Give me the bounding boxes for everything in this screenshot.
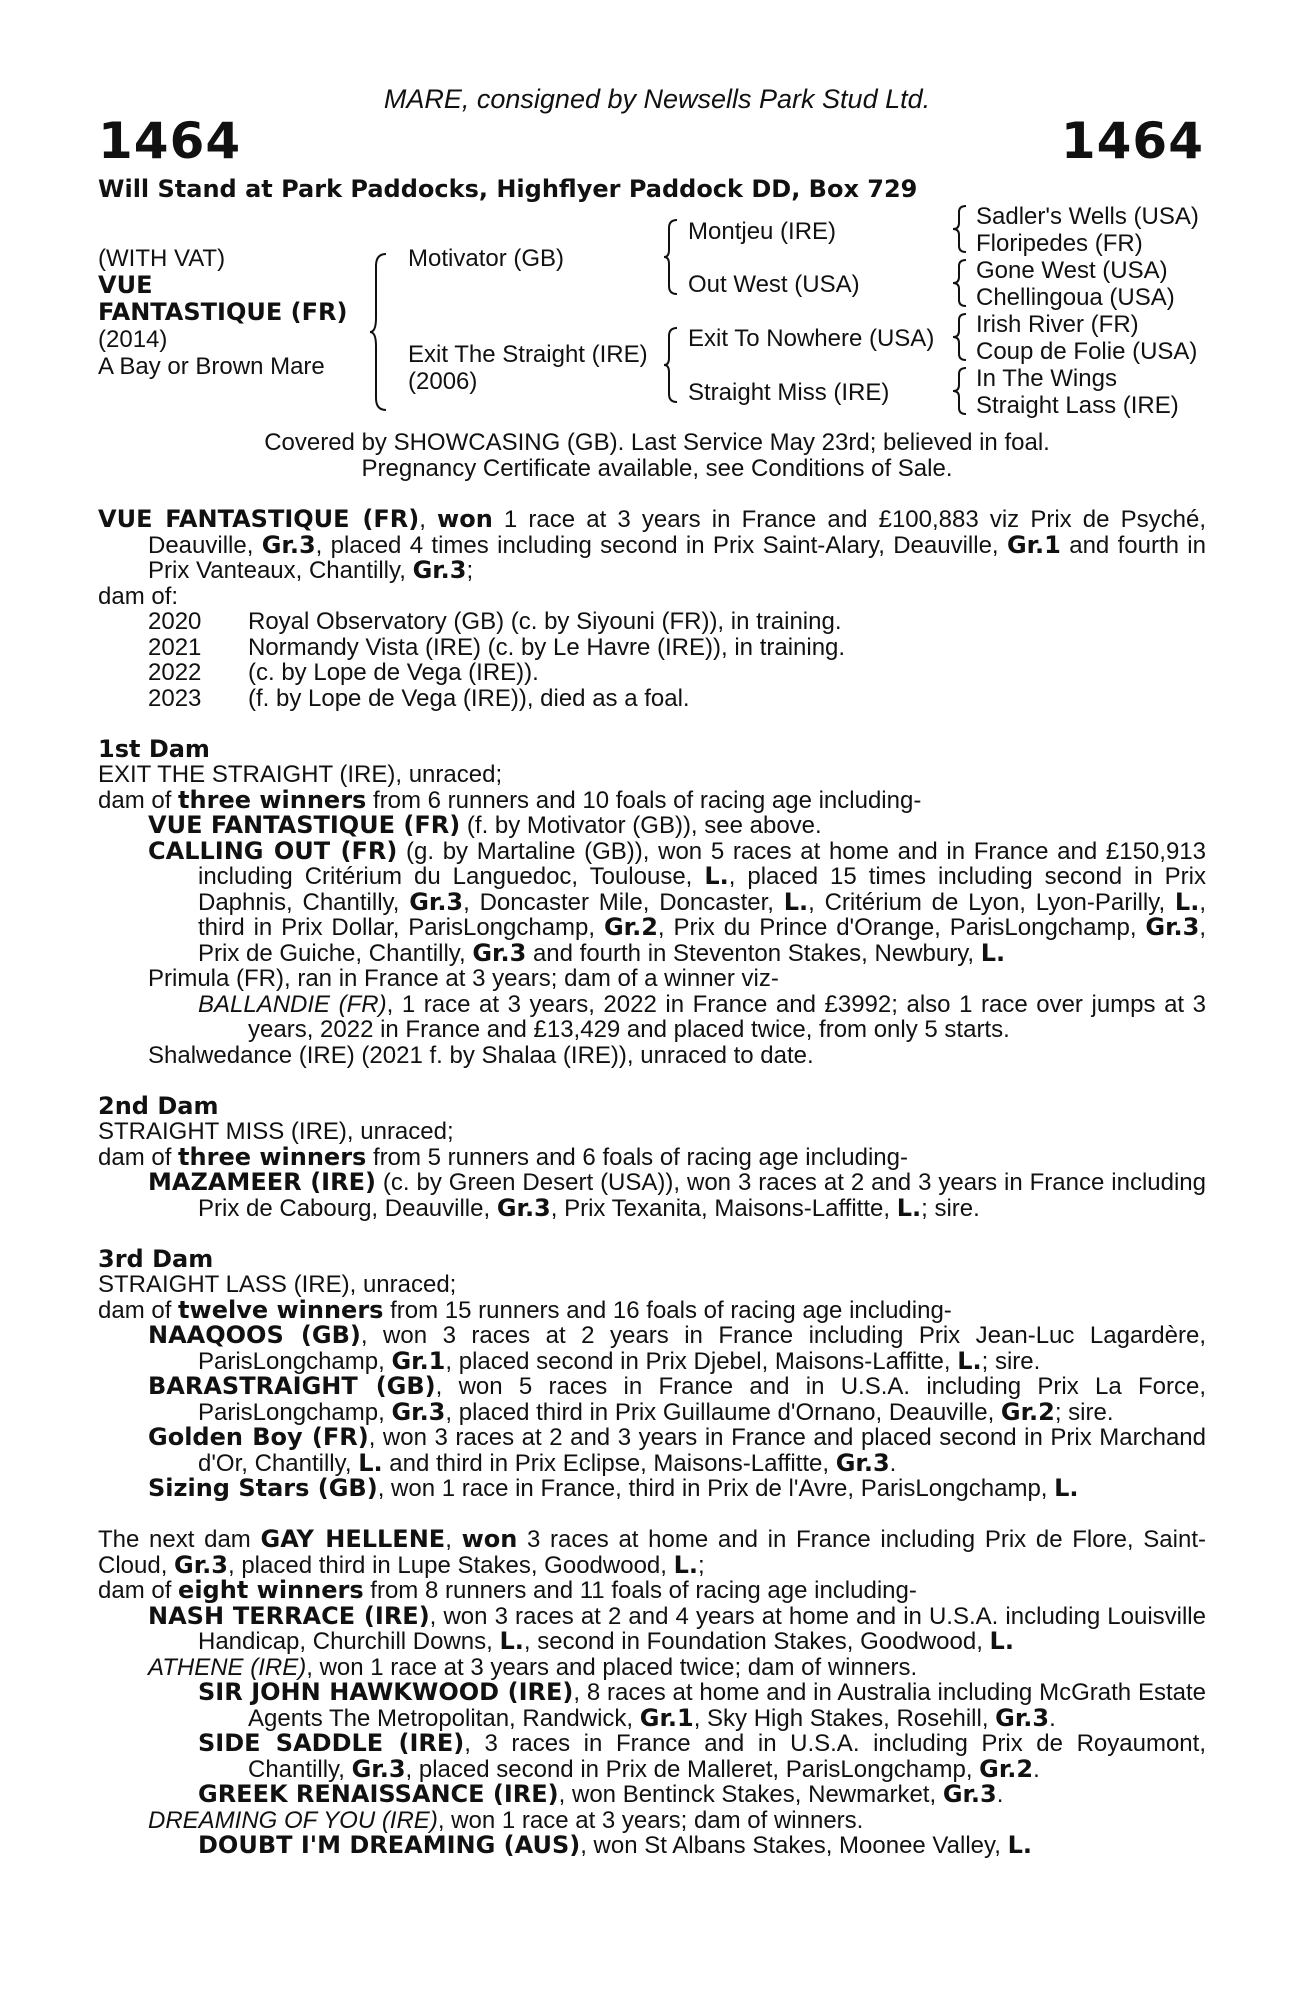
text: from 6 runners and 10 foals of racing age including- [366,786,922,814]
text: , 8 races at home and in Australia including McGrath Estate Agents The Metropolitan, Randwick, [248,1679,1207,1732]
text: . [996,1781,1004,1808]
horse-name: VUE FANTASTIQUE (FR) [98,505,420,533]
grade: Gr.3 [496,1193,551,1222]
text: (f. by Motivator (GB)), see above. [460,812,822,839]
winners-count: three winners [178,1142,367,1171]
progeny-row [98,609,1206,635]
grade: Gr.3 [995,1703,1050,1732]
winners-count: eight winners [178,1576,364,1604]
covered-note [0,430,1314,482]
text: , placed 15 times including second in Prix Daphnis, Chantilly, [198,863,1206,916]
grade: Gr.1 [639,1703,694,1732]
progeny-entry [98,1374,1206,1425]
next-dam-record: The next dam GAY HELLENE, won 3 races at home and in France including Prix de Flore, Saint-Cloud, Gr.3, placed third in Lupe Stakes, Goodwood, L.; [98,1525,1206,1579]
grade: Gr.3 [472,938,527,967]
progeny-name: Sizing Stars (GB) [148,1474,378,1502]
grade: L. [1054,1474,1079,1502]
text: from 15 runners and 16 foals of racing age including- [383,1296,952,1324]
progeny-name: NASH TERRACE (IRE) [148,1601,430,1630]
second-dam-heading: 2nd Dam [98,1091,219,1120]
grade: Gr.3 [391,1397,446,1426]
first-dam-summary [98,785,1206,814]
text: , 1 race at 3 years, 2022 in France and £3992; also 1 race over jumps at 3 years, 2022 in France and £13,429 and placed twice, from only 5 starts. [248,990,1207,1043]
progeny-text: (f. by Lope de Vega (IRE)), died as a foal. [248,684,690,712]
third-dam-heading: 3rd Dam [98,1244,214,1273]
progeny-entry [98,1170,1206,1221]
third-dam-name: STRAIGHT LASS (IRE), unraced; [98,1271,457,1298]
grade: L. [499,1627,524,1655]
pedigree-brace-sire [663,218,679,296]
text: and fourth in Prix Vanteaux, Chantilly, [148,531,1206,584]
third-dam-summary [98,1295,1206,1324]
text: , won 1 race at 3 years; dam of winners. [437,1806,864,1834]
text: 3 races at home and in France including Prix de Flore, Saint-Cloud, [98,1526,1206,1579]
progeny-entry [98,1476,1206,1502]
progeny-entry [98,836,1207,967]
text: , won 1 race at 3 years and placed twice; dam of winners. [306,1653,918,1681]
grade: Gr.3 [1145,913,1200,941]
spacer [98,711,1206,737]
progeny-year: 2021 [148,633,202,661]
pedigree-dam-line1: Exit The Straight (IRE) [408,341,648,368]
won-label: won [461,1525,518,1553]
pedigree-brace-sd [952,258,968,308]
text: , Sky High Stakes, Rosehill, [693,1704,996,1732]
text: , won 3 races at 2 and 4 years at home and in U.S.A. including Louisville Handicap, Churchill Downs, [198,1602,1206,1655]
text: dam of [98,1143,179,1171]
text: ; sire. [1054,1398,1114,1426]
pedigree-brace-ss [952,204,968,254]
progeny-row [98,660,1206,686]
grade: Gr.3 [351,1754,406,1783]
pedigree-dam-line2: (2006) [408,368,478,395]
pedigree-dam-sire: Exit To Nowhere (USA) [688,325,935,352]
progeny-text: Royal Observatory (GB) (c. by Siyouni (FR)), in training. [248,608,842,635]
progeny-year: 2022 [148,659,202,686]
first-dam-name: EXIT THE STRAIGHT (IRE), unraced; [98,761,503,788]
progeny-name: NAAQOOS (GB) [148,1321,361,1349]
pedigree-brace-ds [952,312,968,362]
next-dam-name: GAY HELLENE [260,1525,446,1553]
spacer [98,1502,1206,1528]
progeny-name: SIR JOHN HAWKWOOD (IRE) [198,1678,574,1706]
won-label: won [437,505,493,533]
text: dam of [98,786,179,814]
pedigree-sire-sire: Montjeu (IRE) [688,218,837,245]
grade: Gr.3 [412,556,467,584]
progeny-name: SIDE SADDLE (IRE) [198,1729,465,1757]
text: dam of [98,1577,179,1604]
progeny-name: ATHENE (IRE) [148,1653,307,1681]
progeny-entry [98,1782,1206,1808]
grade: Gr.3 [261,530,316,559]
progeny-entry [98,1425,1206,1476]
text: ; sire. [981,1347,1041,1375]
dam-of-label: dam of: [98,582,179,610]
text: , placed second in Prix de Malleret, ParisLongchamp, [405,1755,980,1783]
winners-count: twelve winners [178,1295,384,1324]
text: , won 3 races at 2 years in France including Prix Jean-Luc Lagardère, ParisLongchamp, [198,1322,1206,1375]
text: , placed second in Prix Djebel, Maisons-Laffitte, [445,1347,958,1375]
grade: L. [980,938,1006,967]
text: , placed third in Lupe Stakes, Goodwood, [227,1551,674,1579]
lot-number-right: 1464 [1060,112,1204,170]
vat-label: (WITH VAT) [98,245,226,272]
text: , Prix de Guiche, Chantilly, [198,914,1207,967]
pedigree-brace-dd [952,366,968,416]
progeny-row [98,635,1206,661]
grade: L. [896,1193,922,1222]
text: , second in Foundation Stakes, Goodwood, [523,1628,990,1655]
text: , placed 4 times including second in Prix Saint-Alary, Deauville, [315,531,1007,559]
grade: Gr.3 [174,1550,228,1579]
progeny-entry [98,1655,1206,1681]
grade: L. [783,887,809,916]
text: , placed third in Prix Guillaume d'Ornano, Deauville, [445,1398,1001,1426]
progeny-entry [98,1833,1206,1859]
grade: Gr.3 [835,1448,890,1477]
pedigree-ds-dam: Coup de Folie (USA) [976,338,1198,365]
text: , won 1 race in France, third in Prix de l'Avre, ParisLongchamp, [377,1475,1055,1502]
progeny-entry [98,1808,1206,1834]
progeny-year: 2020 [148,608,202,635]
pedigree-sd-dam: Chellingoua (USA) [976,284,1175,311]
progeny-entry [98,992,1206,1043]
text: from 5 runners and 6 foals of racing age including- [366,1143,908,1171]
text: dam of [98,1296,179,1324]
progeny-year: 2023 [148,684,202,712]
text: from 8 runners and 11 foals of racing age including- [363,1577,917,1604]
progeny-name: BARASTRAIGHT (GB) [148,1372,436,1400]
horse-description: A Bay or Brown Mare [98,353,325,380]
consignment-line: MARE, consigned by Newsells Park Stud Ltd. [383,84,931,114]
second-dam-summary [98,1142,1206,1171]
text: . [1033,1755,1040,1783]
horse-name-line1: VUE [98,271,153,299]
text: , third in Prix Dollar, ParisLongchamp, [198,888,1206,941]
progeny-entry [98,1680,1206,1731]
covered-line2: Pregnancy Certificate available, see Conditions of Sale. [361,455,953,482]
progeny-text: (c. by Lope de Vega (IRE)). [248,659,539,686]
horse-name-line2: FANTASTIQUE (FR) [98,298,348,326]
pedigree-sire-dam: Out West (USA) [688,271,860,298]
text: The next dam [98,1526,261,1553]
grade: L. [1007,1831,1032,1859]
pedigree-sd-sire: Gone West (USA) [976,257,1168,284]
standing-location: Will Stand at Park Paddocks, Highflyer Paddock DD, Box 729 [98,175,918,203]
text: , 3 races in France and in U.S.A. including Prix de Royaumont, Chantilly, [248,1730,1206,1783]
progeny-name: BALLANDIE (FR) [198,990,387,1018]
grade: Gr.2 [979,1754,1034,1783]
pedigree-sire: Motivator (GB) [408,245,565,272]
grade: Gr.2 [603,913,658,941]
pedigree-dd-sire: In The Wings [976,365,1117,392]
pedigree-ds-sire: Irish River (FR) [976,311,1139,338]
grade: Gr.3 [942,1780,997,1808]
next-dam-summary [98,1578,1206,1604]
progeny-entry [98,813,1206,839]
first-dam-heading: 1st Dam [98,734,210,763]
progeny-name: DOUBT I'M DREAMING (AUS) [198,1831,581,1859]
text: , Prix du Prince d'Orange, ParisLongchamp, [657,914,1146,941]
race-record: VUE FANTASTIQUE (FR), won 1 race at 3 years in France and £100,883 viz Prix de Psyché, Deauville, Gr.3, placed 4 times including second in Prix Saint-Alary, Deauville, Gr.1 and fourth in Prix Vanteaux, Chantilly, Gr.3; [98,505,1207,584]
grade: L. [1174,887,1200,916]
text: , Prix Texanita, Maisons-Laffitte, [550,1194,897,1222]
second-dam-name: STRAIGHT MISS (IRE), unraced; [98,1118,454,1145]
progeny-entry [98,1731,1206,1782]
grade: L. [358,1448,383,1477]
text: , Critérium de Lyon, Lyon-Parilly, [808,888,1175,916]
progeny-row [98,686,1206,712]
text: (g. by Martaline (GB)), won 5 races at home and in France and £150,913 including Critérium du Languedoc, Toulouse, [198,837,1206,890]
grade: L. [704,862,729,890]
progeny-text: Normandy Vista (IRE) (c. by Le Havre (IRE)), in training. [248,633,846,661]
horse-year: (2014) [98,326,168,353]
grade: Gr.2 [1000,1397,1055,1426]
text: (c. by Green Desert (USA)), won 3 races at 2 and 3 years in France including Prix de Cabourg, Deauville, [198,1169,1206,1222]
pedigree-brace-dam [663,326,679,404]
pedigree-brace-gen1 [370,252,390,412]
grade: L. [957,1346,982,1375]
text: 1 race at 3 years in France and £100,883 viz Prix de Psyché, Deauville, [148,506,1207,559]
progeny-entry: Primula (FR), ran in France at 3 years; dam of a winner viz- [148,965,779,992]
winners-count: three winners [178,785,367,814]
text: , won Bentinck Stakes, Newmarket, [558,1781,943,1808]
spacer [98,1221,1206,1247]
progeny-name: GREEK RENAISSANCE (IRE) [198,1780,559,1808]
grade: Gr.3 [409,887,464,916]
progeny-entry [98,1323,1206,1374]
text: ; [698,1551,705,1579]
spacer [98,1068,1206,1094]
pedigree-ss-sire: Sadler's Wells (USA) [976,203,1199,230]
progeny-name: CALLING OUT (FR) [148,836,398,865]
text: , won St Albans Stakes, Moonee Valley, [580,1832,1008,1859]
progeny-name: DREAMING OF YOU (IRE) [148,1806,438,1834]
text: , won 5 races in France and in U.S.A. including Prix La Force, ParisLongchamp, [198,1373,1206,1426]
pedigree-dam-dam: Straight Miss (IRE) [688,379,890,406]
progeny-name: VUE FANTASTIQUE (FR) [148,811,461,839]
pedigree-ss-dam: Floripedes (FR) [976,230,1143,257]
progeny-name: Golden Boy (FR) [148,1423,369,1451]
grade: L. [673,1550,699,1579]
grade: Gr.1 [1006,530,1061,559]
grade: L. [989,1627,1014,1655]
covered-line1: Covered by SHOWCASING (GB). Last Service May 23rd; believed in foal. [264,429,1050,456]
text: , Doncaster Mile, Doncaster, [463,888,784,916]
progeny-entry: Shalwedance (IRE) (2021 f. by Shalaa (IRE)), unraced to date. [148,1041,814,1069]
catalogue-body [98,507,1206,1859]
text: ; [466,557,474,584]
text: . [1049,1704,1056,1732]
progeny-entry [98,1601,1206,1655]
text: and fourth in Steventon Stakes, Newbury, [526,939,981,967]
text: . [889,1449,897,1477]
text: and third in Prix Eclipse, Maisons-Laffitte, [382,1449,836,1477]
grade: Gr.1 [391,1346,446,1375]
text: ; sire. [921,1194,980,1222]
pedigree-dd-dam: Straight Lass (IRE) [976,392,1179,419]
progeny-name: MAZAMEER (IRE) [148,1168,376,1196]
lot-number-left: 1464 [98,112,242,170]
text: , won 3 races at 2 and 3 years in France and placed second in Prix Marchand d'Or, Chantilly, [198,1424,1207,1477]
